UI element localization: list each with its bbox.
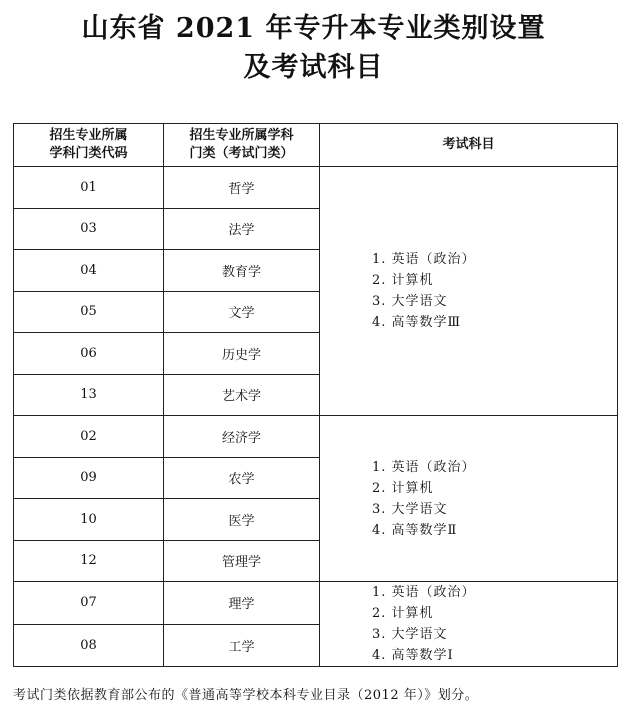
subject-item: 1. 英语（政治） bbox=[372, 252, 476, 267]
header-category-line2: 门类（考试门类） bbox=[189, 146, 294, 161]
subjects-cell-group-2 bbox=[320, 416, 618, 582]
category-cell: 工学 bbox=[164, 624, 320, 667]
table-row bbox=[14, 167, 618, 209]
code-cell: 04 bbox=[14, 250, 164, 292]
category-cell: 农学 bbox=[164, 457, 320, 499]
category-cell: 教育学 bbox=[164, 250, 320, 292]
page-subtitle: 及考试科目 bbox=[243, 52, 384, 83]
subject-item: 3. 大学语文 bbox=[372, 627, 448, 642]
code-cell: 10 bbox=[14, 499, 164, 541]
header-category-line1: 招生专业所属学科 bbox=[189, 128, 294, 143]
header-code-line2: 学科门类代码 bbox=[49, 146, 128, 161]
table-row bbox=[14, 416, 618, 458]
category-cell: 法学 bbox=[164, 208, 320, 250]
table-header-row bbox=[14, 124, 618, 167]
category-cell: 艺术学 bbox=[164, 374, 320, 416]
subject-item: 4. 高等数学Ⅱ bbox=[372, 522, 458, 538]
header-subjects: 考试科目 bbox=[320, 124, 618, 167]
subjects-cell-group-1 bbox=[320, 167, 618, 416]
page-title: 山东省 2021 年专升本专业类别设置 bbox=[81, 13, 546, 44]
subject-item: 2. 计算机 bbox=[372, 606, 434, 621]
subject-item: 2. 计算机 bbox=[372, 273, 434, 288]
header-category bbox=[164, 124, 320, 167]
subjects-cell-group-3 bbox=[320, 582, 618, 667]
footnote: 考试门类依据教育部公布的《普通高等学校本科专业目录（2012 年）》划分。 bbox=[13, 688, 479, 703]
category-cell: 文学 bbox=[164, 291, 320, 333]
code-cell: 07 bbox=[14, 582, 164, 625]
table-row bbox=[14, 582, 618, 625]
code-cell: 13 bbox=[14, 374, 164, 416]
subject-item: 1. 英语（政治） bbox=[372, 459, 476, 475]
subject-item: 1. 英语（政治） bbox=[372, 585, 476, 600]
subject-item: 4. 高等数学Ⅰ bbox=[372, 648, 454, 663]
code-cell: 09 bbox=[14, 457, 164, 499]
code-cell: 06 bbox=[14, 333, 164, 375]
code-cell: 01 bbox=[14, 167, 164, 209]
category-cell: 医学 bbox=[164, 499, 320, 541]
category-cell: 历史学 bbox=[164, 333, 320, 375]
code-cell: 02 bbox=[14, 416, 164, 458]
code-cell: 03 bbox=[14, 208, 164, 250]
category-table bbox=[13, 123, 618, 667]
category-cell: 哲学 bbox=[164, 167, 320, 209]
category-cell: 管理学 bbox=[164, 540, 320, 582]
header-code bbox=[14, 124, 164, 167]
subject-item: 4. 高等数学Ⅲ bbox=[372, 315, 462, 330]
subject-item: 2. 计算机 bbox=[372, 480, 434, 496]
header-code-line1: 招生专业所属 bbox=[49, 128, 128, 143]
subject-item: 3. 大学语文 bbox=[372, 294, 448, 309]
code-cell: 12 bbox=[14, 540, 164, 582]
subject-item: 3. 大学语文 bbox=[372, 501, 448, 517]
code-cell: 05 bbox=[14, 291, 164, 333]
category-cell: 经济学 bbox=[164, 416, 320, 458]
category-cell: 理学 bbox=[164, 582, 320, 625]
code-cell: 08 bbox=[14, 624, 164, 667]
